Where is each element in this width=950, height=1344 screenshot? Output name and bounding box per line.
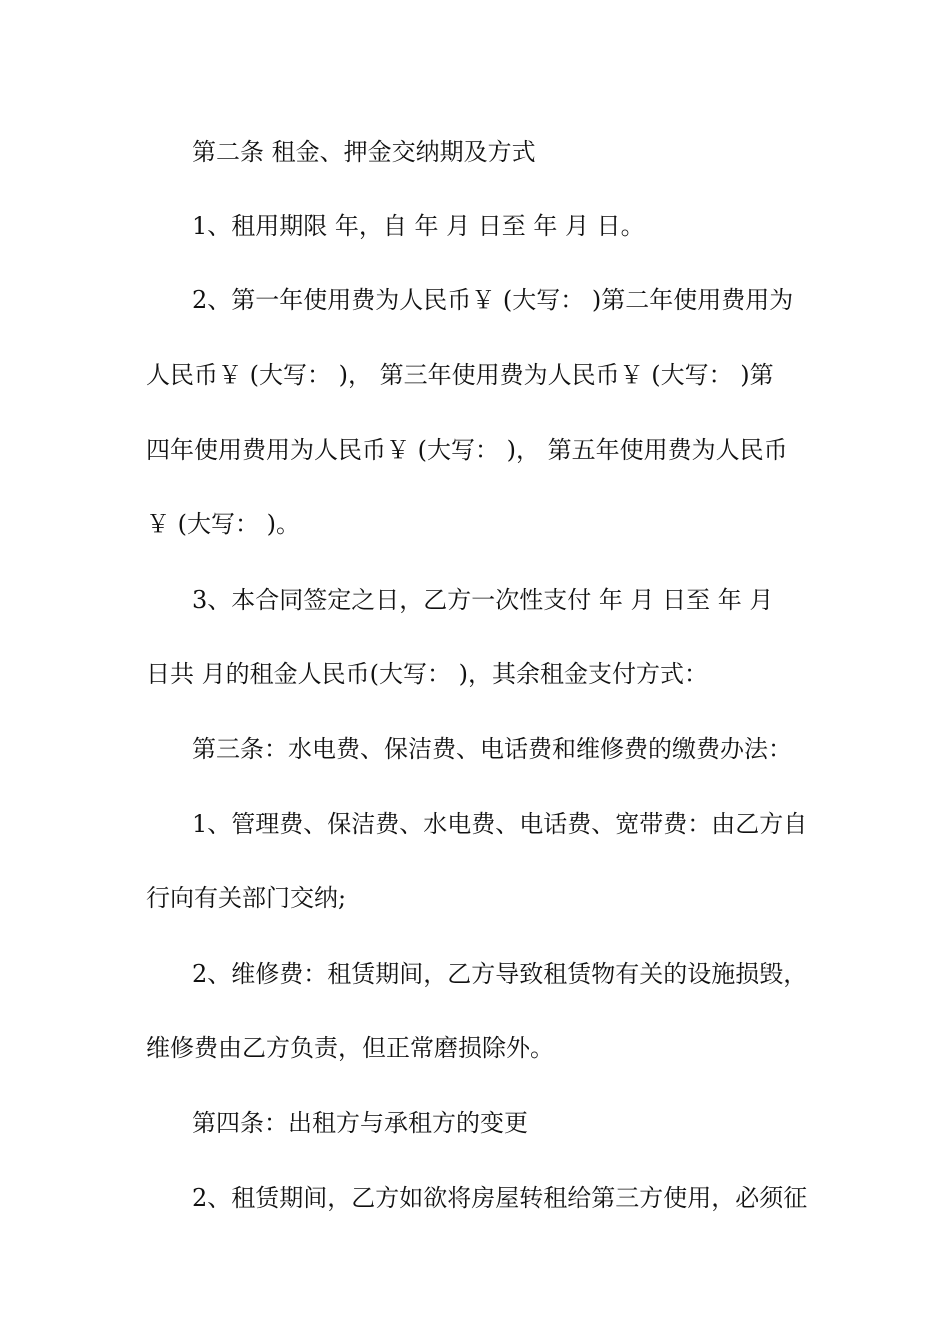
- clause-2-2-line-3: 四年使用费用为人民币￥ (大写： )， 第五年使用费为人民币: [146, 436, 788, 464]
- article-4-heading: 第四条：出租方与承租方的变更: [192, 1109, 528, 1137]
- clause-3-2-line-2: 维修费由乙方负责，但正常磨损除外。: [146, 1034, 554, 1062]
- article-2-heading: 第二条 租金、押金交纳期及方式: [192, 138, 536, 166]
- clause-2-2-line-4: ￥ (大写： )。: [146, 510, 300, 538]
- clause-2-2-line-2: 人民币￥ (大写： )， 第三年使用费为人民币￥ (大写： )第: [146, 361, 774, 389]
- clause-2-3-line-2: 日共 月的租金人民币(大写： )，其余租金支付方式：: [146, 660, 708, 688]
- article-3-heading: 第三条：水电费、保洁费、电话费和维修费的缴费办法：: [192, 735, 792, 763]
- clause-3-1-line-1: 1、管理费、保洁费、水电费、电话费、宽带费：由乙方自: [192, 810, 808, 838]
- clause-4-2-line-1: 2、租赁期间，乙方如欲将房屋转租给第三方使用，必须征: [192, 1184, 808, 1212]
- clause-2-1-lease-term: 1、租用期限 年，自 年 月 日至 年 月 日。: [192, 212, 645, 240]
- clause-2-3-line-1: 3、本合同签定之日，乙方一次性支付 年 月 日至 年 月: [192, 586, 774, 614]
- clause-3-1-line-2: 行向有关部门交纳;: [146, 884, 347, 912]
- clause-3-2-line-1: 2、维修费：租赁期间，乙方导致租赁物有关的设施损毁，: [192, 960, 808, 988]
- clause-2-2-line-1: 2、第一年使用费为人民币￥ (大写： )第二年使用费用为: [192, 286, 794, 314]
